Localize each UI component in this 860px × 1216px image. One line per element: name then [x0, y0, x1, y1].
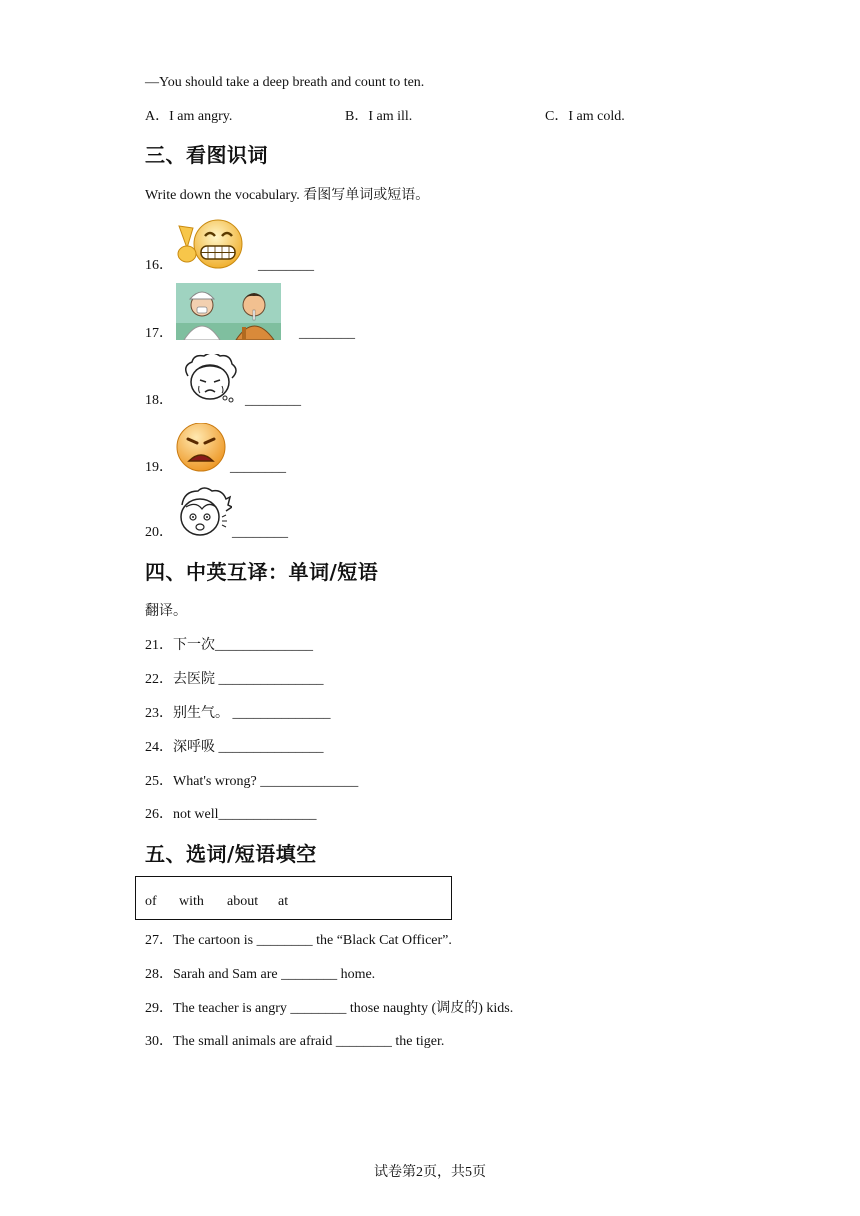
sentence-start: The cartoon is — [173, 933, 257, 948]
word-bank-box — [135, 876, 452, 920]
crying-girl-icon — [178, 354, 240, 406]
word-bank-word: about — [227, 894, 259, 909]
item-text: 下一次 — [173, 638, 215, 653]
q15-option-b — [345, 108, 412, 126]
item-27 — [145, 932, 452, 950]
answer-blank: _______________ — [218, 672, 324, 687]
option-letter: C． — [545, 109, 569, 124]
item-20-blank: ________ — [232, 525, 288, 540]
item-28 — [145, 966, 375, 984]
answer-blank: ______________ — [218, 807, 317, 822]
item-text: 别生气。 — [173, 706, 233, 721]
item-text: 去医院 — [173, 672, 219, 687]
happy-face-icon — [175, 218, 245, 270]
scared-boy-icon — [174, 487, 232, 539]
sentence-start: The small animals are afraid — [173, 1034, 336, 1049]
item-18-number: 18． — [145, 393, 173, 408]
item-17-blank: ________ — [299, 326, 355, 341]
item-22 — [145, 671, 324, 689]
item-17-number: 17． — [145, 326, 173, 341]
item-24 — [145, 739, 324, 757]
section4-instruction: 翻译。 — [145, 604, 187, 619]
word-bank-word: at — [278, 894, 289, 909]
answer-blank: _______________ — [218, 740, 324, 755]
item-16-number: 16． — [145, 258, 173, 273]
sentence-end: those naughty (调皮的) kids. — [346, 1001, 514, 1016]
option-letter: A． — [145, 109, 170, 124]
item-30 — [145, 1033, 444, 1051]
item-text: not well — [173, 807, 219, 822]
q15-option-c — [545, 108, 625, 126]
item-number: 23． — [145, 706, 173, 721]
item-number: 28． — [145, 967, 173, 982]
item-number: 29． — [145, 1001, 173, 1016]
option-letter: B． — [345, 109, 369, 124]
item-number: 26． — [145, 807, 173, 822]
page-footer: 试卷第2页，共5页 — [374, 1165, 486, 1180]
sentence-end: the tiger. — [391, 1034, 445, 1049]
section5-title: 五、选词/短语填空 — [145, 842, 317, 866]
doctor-patient-picture — [176, 283, 281, 340]
item-25 — [145, 773, 358, 791]
item-23 — [145, 705, 331, 723]
answer-blank: ______________ — [260, 774, 359, 789]
item-number: 27． — [145, 933, 173, 948]
word-bank-word: of — [145, 894, 157, 909]
sentence-end: home. — [337, 967, 376, 982]
item-29 — [145, 1000, 513, 1018]
item-number: 30． — [145, 1034, 173, 1049]
answer-blank: ________ — [335, 1034, 392, 1049]
option-text: I am angry. — [169, 109, 233, 124]
angry-face-icon — [175, 423, 229, 473]
sentence-start: The teacher is angry — [173, 1001, 291, 1016]
item-number: 21． — [145, 638, 173, 653]
item-20-number: 20． — [145, 525, 173, 540]
item-number: 22． — [145, 672, 173, 687]
answer-blank: ________ — [290, 1001, 347, 1016]
item-number: 24． — [145, 740, 173, 755]
section3-instruction: Write down the vocabulary. 看图写单词或短语。 — [145, 188, 430, 203]
sentence-start: Sarah and Sam are — [173, 967, 282, 982]
option-text: I am cold. — [568, 109, 625, 124]
answer-blank: ______________ — [232, 706, 331, 721]
answer-blank: ________ — [256, 933, 313, 948]
section4-title: 四、中英互译：单词/短语 — [145, 560, 379, 584]
item-19-blank: ________ — [230, 460, 286, 475]
option-text: I am ill. — [368, 109, 413, 124]
item-21 — [145, 637, 313, 655]
section3-title: 三、看图识词 — [145, 143, 268, 167]
item-26 — [145, 806, 317, 824]
item-text: 深呼吸 — [173, 740, 219, 755]
item-number: 25． — [145, 774, 173, 789]
sentence-end: the “Black Cat Officer”. — [312, 933, 452, 948]
item-18-blank: ________ — [245, 393, 301, 408]
word-bank-word: with — [179, 894, 204, 909]
item-text: What's wrong? — [173, 774, 261, 789]
answer-blank: ______________ — [215, 638, 313, 653]
q15-response: —You should take a deep breath and count to ten. — [145, 75, 425, 90]
q15-option-a — [145, 108, 232, 126]
item-16-blank: ________ — [258, 258, 314, 273]
item-19-number: 19． — [145, 460, 173, 475]
answer-blank: ________ — [281, 967, 338, 982]
